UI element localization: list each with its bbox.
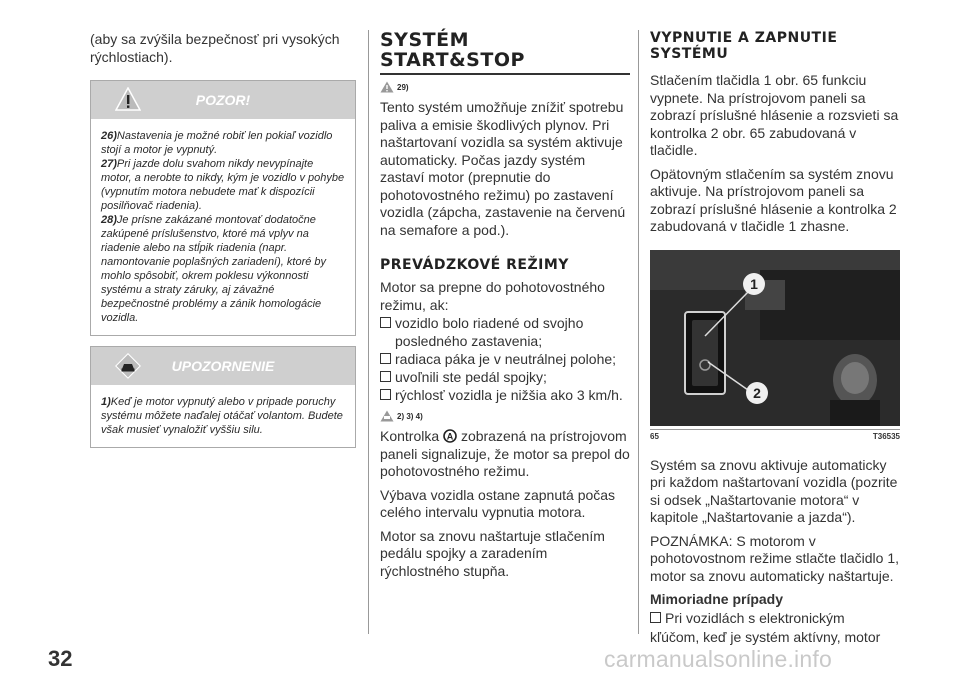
watermark: carmanualsonline.info xyxy=(604,646,832,672)
page-number: 32 xyxy=(48,646,73,671)
figure-caption xyxy=(650,429,900,441)
list-item: radiaca páka je v neutrálnej polohe; xyxy=(380,350,630,368)
list-item: uvoľnili ste pedál spojky; xyxy=(380,368,630,386)
checkbox-bullet-icon xyxy=(380,353,391,364)
list-item: vozidlo bolo riadené od svojho posledného zastavenia; xyxy=(380,314,630,350)
paragraph: kľúčom, keď je systém aktívny, motor xyxy=(650,628,881,645)
paragraph: Motor sa prepne do pohotovostného režimu, ak: xyxy=(380,279,605,313)
figure-code: T36535 xyxy=(872,431,900,441)
warning-item: 26)Nastavenia je možné robiť len pokiaľ vozidlo stojí a motor je vypnutý. xyxy=(101,130,333,156)
callout-2: 2 xyxy=(753,384,761,401)
paragraph: POZNÁMKA: S motorom v pohotovostnom režime stlačte tlačidlo 1, motor sa znovu automaticky naštartuje. xyxy=(650,532,900,584)
warning-body xyxy=(91,119,355,335)
caution-box xyxy=(90,346,356,448)
title-rule xyxy=(380,73,630,75)
subsection-title: Mimoriadne prípady xyxy=(650,591,784,607)
paragraph: Systém sa znovu aktivuje automaticky pri každom naštartovaní vozidla (pozrite si odsek „Naštartovanie motora“ v kapitole „Naštartovanie a jazda“). xyxy=(650,456,898,525)
list-item: Pri vozidlách s elektronickým xyxy=(650,609,900,627)
checkbox-bullet-icon xyxy=(380,371,391,382)
paragraph: Stlačením tlačidla 1 obr. 65 funkciu vypnete. Na prístrojovom paneli sa zobrazí príslušné hlásenie a rozsvieti sa kontrolka 2 obr. 65 zabudovaná v tlačidle. xyxy=(650,72,899,158)
column-right xyxy=(650,30,900,646)
paragraph: Výbava vozidla ostane zapnutá počas celého intervalu vypnutia motora. xyxy=(380,486,616,520)
figure-65 xyxy=(650,250,900,426)
callout-1: 1 xyxy=(750,275,758,292)
caution-body xyxy=(91,385,355,447)
paragraph: Opätovným stlačením sa systém znovu aktivuje. Na prístrojovom paneli sa zobrazí príslušné hlásenie a kontrolka 2 zabudovaná v tlačidle 1 zhasne. xyxy=(650,165,897,234)
figure-number: 65 xyxy=(650,431,659,441)
warning-car-icon xyxy=(380,410,394,422)
paragraph: Motor sa znovu naštartuje stlačením pedálu spojky a zaradením rýchlostného stupňa. xyxy=(380,527,605,579)
note-reference: 2) 3) 4) xyxy=(380,410,630,422)
caution-title: UPOZORNENIE xyxy=(171,358,275,374)
column-divider xyxy=(638,30,639,634)
warning-triangle-icon xyxy=(380,81,394,93)
paragraph: Kontrolka A zobrazená na prístrojovom paneli signalizuje, že motor sa prepol do pohotovostného režimu. xyxy=(380,428,630,479)
section-title-disable-enable: VYPNUTIE A ZAPNUTIE SYSTÉMU xyxy=(650,30,838,62)
caution-item: 1)Keď je motor vypnutý alebo v pripade poruchy systému môžete naďalej otáčať volantom. Budete však musieť vynaložiť vyššiu silu. xyxy=(101,396,343,436)
condition-list xyxy=(380,314,630,404)
section-title-modes: PREVÁDZKOVÉ REŽIMY xyxy=(380,257,569,273)
warning-title: POZOR! xyxy=(195,92,251,108)
intro-text: (aby sa zvýšila bezpečnosť pri vysokých rýchlostiach). xyxy=(90,31,340,65)
checkbox-bullet-icon xyxy=(380,317,391,328)
checkbox-bullet-icon xyxy=(650,612,661,623)
warning-box xyxy=(90,80,356,336)
warning-box-header xyxy=(91,81,355,119)
column-middle xyxy=(380,30,630,580)
warning-item: 27)Pri jazde dolu svahom nikdy nevypínajte motor, a nerobte to nikdy, kým je vozidlo v pohybe (vypnutím motora nebudete mať k dispozícii posilňovač riadenia). xyxy=(101,158,345,212)
warning-item: 28)Je prísne zakázané montovať dodatočne zakúpené príslušenstvo, ktoré má vplyv na riadenie alebo na stĺpik riadenia (napr. namontovanie poplašných zariadení), ktoré by mohlo spôsobiť, okrem poklesu výkonnosti systému a straty záruky, aj závažné bezpečnostné problémy a zánik homologácie vozidla. xyxy=(101,214,327,324)
list-item: rýchlosť vozidla je nižšia ako 3 km/h. xyxy=(380,386,630,404)
auto-stop-warning-icon xyxy=(443,429,457,443)
column-left xyxy=(90,30,356,448)
column-divider xyxy=(368,30,369,634)
svg-text:A: A xyxy=(446,431,454,442)
section-title-start-stop: SYSTÉM START&STOP xyxy=(380,29,525,71)
note-reference: 29) xyxy=(380,81,630,93)
caution-box-header xyxy=(91,347,355,385)
paragraph: Tento systém umožňuje znížiť spotrebu paliva a emisie škodlivých plynov. Pri naštartovaní vozidla sa systém aktivuje automaticky. Počas jazdy systém zastaví motor (prepnutie do pohotovostného režimu) po zastavení vozidla (zápcha, zastavenie na červenú na semafore a pod.). xyxy=(380,99,626,238)
checkbox-bullet-icon xyxy=(380,389,391,400)
dashboard-button-photo xyxy=(650,250,900,426)
